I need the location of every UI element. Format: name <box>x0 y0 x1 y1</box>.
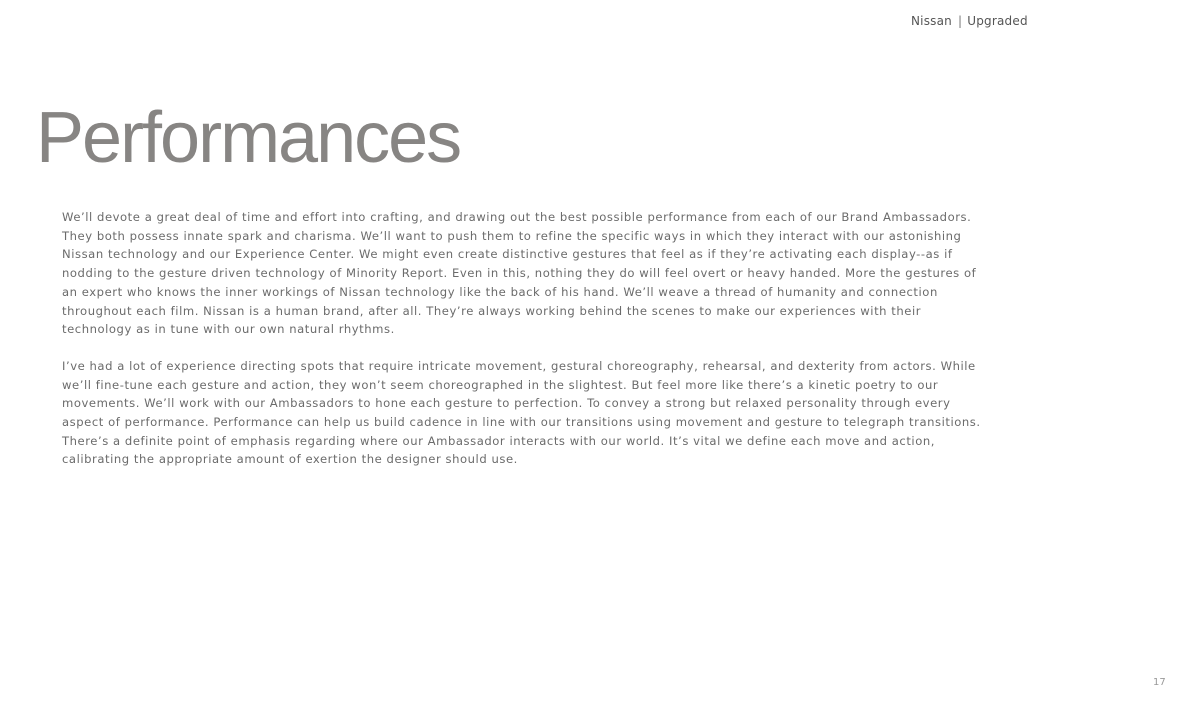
paragraph-1: We’ll devote a great deal of time and effort into crafting, and drawing out the best possible performance from each of our Brand Ambassadors. They both possess innate spark and charisma. We’ll want to push them to refine the specific ways in which they interact with our astonishing Nissan technology and our Experience Center. We might even create distinctive gestures that feel as if they’re activating each display--as if nodding to the gesture driven technology of Minority Report. Even in this, nothing they do will feel overt or heavy handed. More the gestures of an expert who knows the inner workings of Nissan technology like the back of his hand. We’ll weave a thread of humanity and connection throughout each film. Nissan is a human brand, after all. They’re always working behind the scenes to make our experiences with their technology as in tune with our own natural rhythms. <box>62 210 977 337</box>
header-brand: Nissan <box>911 14 952 28</box>
page-header <box>911 14 1028 28</box>
page-title: Performances <box>36 98 461 178</box>
page-number: 17 <box>1153 677 1166 688</box>
header-section: Upgraded <box>967 14 1028 28</box>
paragraph-2: I’ve had a lot of experience directing spots that require intricate movement, gestural choreography, rehearsal, and dexterity from actors. While we’ll fine-tune each gesture and action, they won’t seem choreographed in the slightest. But feel more like there’s a kinetic poetry to our movements. We’ll work with our Ambassadors to hone each gesture to perfection. To convey a strong but relaxed personality through every aspect of performance. Performance can help us build cadence in line with our transitions using movement and gesture to telegraph transitions. There’s a definite point of emphasis regarding where our Ambassador interacts with our world. It’s vital we define each move and action, calibrating the appropriate amount of exertion the designer should use. <box>62 358 981 467</box>
header-separator: | <box>957 14 963 28</box>
body-text <box>62 208 982 487</box>
